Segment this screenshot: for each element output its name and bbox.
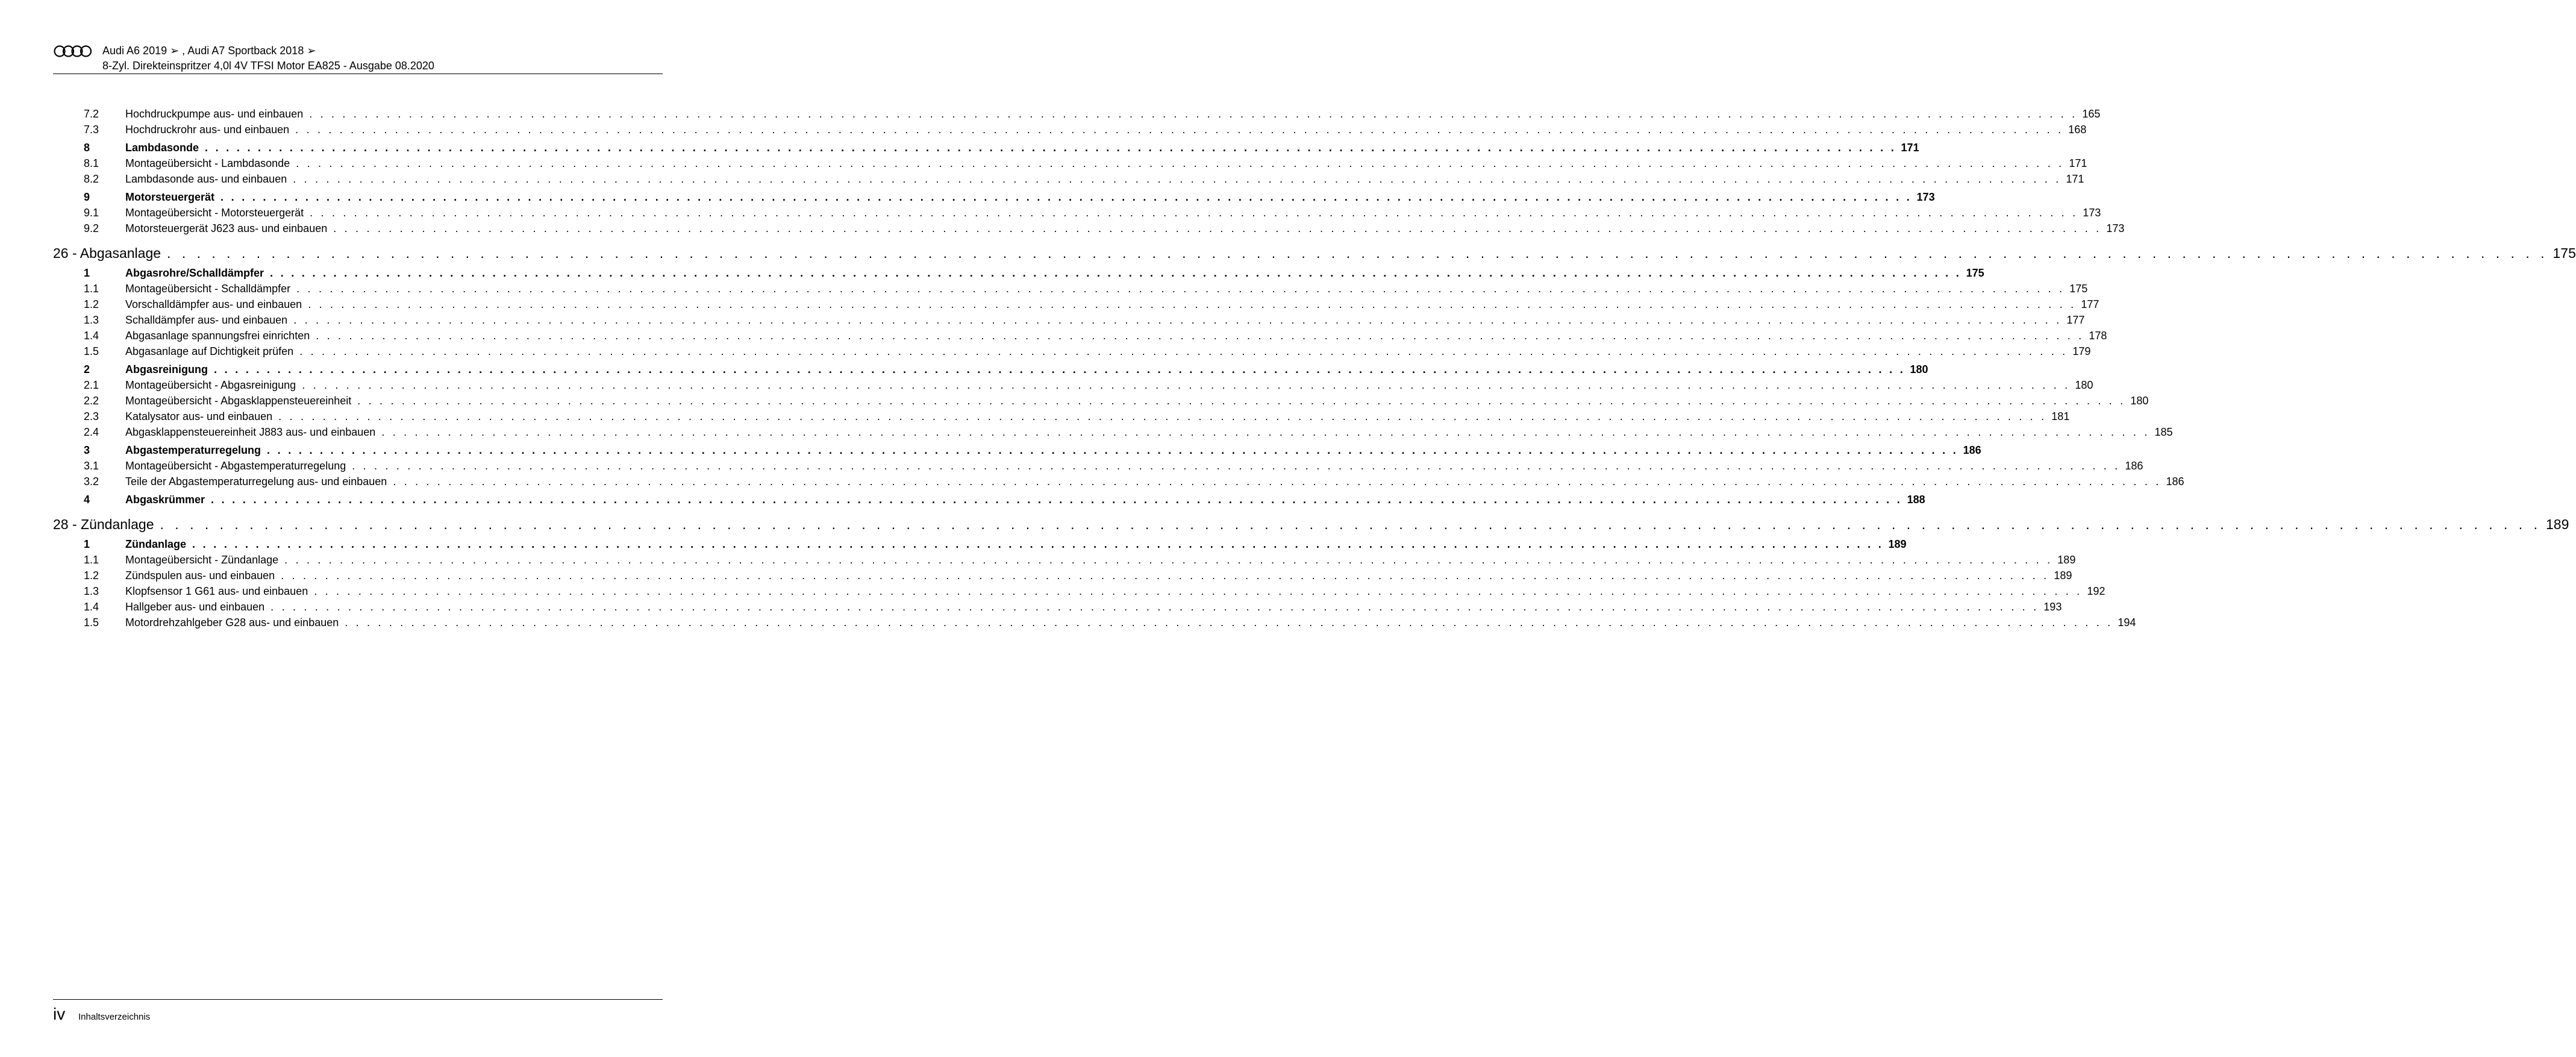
toc-entry-page: 186	[2125, 460, 2143, 472]
toc-dot-leader: . . . . . . . . . . . . . . . . . . . . . . . . . . . . . . . . . . . . . . . . . . . . . . . . . . . . . . . . . . . . . . . . . . . . . . . . . . . . . . . . . . . . . . . . . . . . . . . . . . . . . . . . . . . . . . . . . . . . . . . . . . . . . . . . . . . . . . . . . . . . . . . . . . . . . . . . . . . . . . . .	[267, 444, 1959, 456]
toc-entry-number: 7.2	[84, 108, 99, 120]
toc-entry-title: Montageübersicht - Abgasklappensteuereinheit	[125, 393, 357, 409]
toc-entry-title: Lambdasonde	[125, 137, 205, 158]
toc-dot-leader: . . . . . . . . . . . . . . . . . . . . . . . . . . . . . . . . . . . . . . . . . . . . . . . . . . . . . . . . . . . . . . . . . . . . . . . . . . . . . . . . . . . . . . . . . . . . . . . . . . . . . . . . . . . . . . . . . . . . . . . . . . . . . . . . . . . . . . . . . . . . . . . . . . . . . . . . . . . . . . . .	[278, 410, 2047, 422]
toc-subsection[interactable]	[53, 281, 2088, 296]
toc-section[interactable]	[53, 137, 1919, 155]
toc-dot-leader: . . . . . . . . . . . . . . . . . . . . . . . . . . . . . . . . . . . . . . . . . . . . . . . . . . . . . . . . . . . . . . . . . . . . . . . . . . . . . . . . . . . . . . . . . . . . . . . . . . . . . . . . . . . . . . . . . . . . . . . . . . . . . . . . . . . . . . . . . . . . . . . . . . . . . . . . . . . . . . . .	[296, 157, 2065, 169]
toc-entry-page: 175	[1966, 267, 1984, 279]
toc-dot-leader: . . . . . . . . . . . . . . . . . . . . . . . . . . . . . . . . . . . . . . . . . . . . . . . . . . . . . . . . . . . . . . . . . . . . . . . . . . . . . . . . . . . . . . . . . . . . . . . . . . . . . . . . . . . . . . . . . . . . . . . . . . . . . . . . . . . . . . . . . . . . . . . . . . . . . . . . . . . . . . . .	[393, 475, 2162, 488]
toc-entry-number: 4	[84, 494, 90, 506]
toc-entry-title: Katalysator aus- und einbauen	[125, 409, 278, 424]
toc-entry-number: 7.3	[84, 124, 99, 136]
toc-entry-title: Teile der Abgastemperaturregelung aus- und einbauen	[125, 474, 393, 489]
toc-entry-number: 9.2	[84, 222, 99, 234]
toc-entry-page: 177	[2066, 314, 2085, 326]
toc-dot-leader: . . . . . . . . . . . . . . . . . . . . . . . . . . . . . . . . . . . . . . . . . . . . . . . . . . . . . . . . . . . . . . . . . . . . . . . . . . . . . . . . . . . . . . . . . . . . . . . . . . . . . . . . . . . . . . . . . . . . . . . . . . . . . . . . . . . . . . . . . . . . . . . . . . . . . . . . . . . . . . . .	[352, 460, 2121, 472]
toc-dot-leader: . . . . . . . . . . . . . . . . . . . . . . . . . . . . . . . . . . . . . . . . . . . . . . . . . . . . . . . . . . . . . . . . . . . . . . . . . . . . . . . . . . . . . . . . . . . . . . . . . . . . . . . . . . . . . . . . . . . . . . . . . . . . . . . . . . . . . . . . . . . . . . . . . . . . . . . . . . . . . . . .	[293, 173, 2062, 185]
toc-dot-leader: . . . . . . . . . . . . . . . . . . . . . . . . . . . . . . . . . . . . . . . . . . . . . . . . . . . . . . . . . . . . . . . . . . . . . . . . . . . . . . . . . . . . . . . . . . . . . . . . . . . . . . . . . . . . . . . . . . . . . . . . . . . . . . . . . . . . . . . . . . . . . . . . . . . . . . . . . . . . . . . .	[160, 516, 2541, 532]
toc-entry-number: 2	[84, 363, 90, 375]
toc-dot-leader: . . . . . . . . . . . . . . . . . . . . . . . . . . . . . . . . . . . . . . . . . . . . . . . . . . . . . . . . . . . . . . . . . . . . . . . . . . . . . . . . . . . . . . . . . . . . . . . . . . . . . . . . . . . . . . . . . . . . . . . . . . . . . . . . . . . . . . . . . . . . . . . . . . . . . . . . . . . . . . . .	[281, 569, 2049, 582]
toc-entry-title: Hochdruckrohr aus- und einbauen	[125, 122, 295, 137]
toc-entry-page: 192	[2087, 585, 2106, 597]
toc-entry-title: Schalldämpfer aus- und einbauen	[125, 312, 293, 328]
toc-entry-title: Abgasanlage spannungsfrei einrichten	[125, 328, 316, 343]
footer-page-number: iv	[53, 1005, 66, 1023]
toc-entry-number: 1.5	[84, 616, 99, 629]
toc-entry-page: 171	[2066, 173, 2084, 185]
toc-subsection[interactable]	[53, 583, 2106, 599]
toc-entry-page: 173	[2083, 207, 2101, 219]
toc-entry-title: Montageübersicht - Schalldämpfer	[125, 281, 296, 296]
toc-subsection[interactable]	[53, 171, 2084, 187]
toc-entry-title: Motorsteuergerät J623 aus- und einbauen	[125, 221, 333, 236]
toc-entry-number: 2.4	[84, 426, 99, 438]
toc-entry-title: Zündspulen aus- und einbauen	[125, 568, 281, 583]
toc-entry-title: Zündanlage	[125, 534, 192, 554]
toc-entry-title: Abgasklappensteuereinheit J883 aus- und einbauen	[125, 424, 381, 440]
toc-section[interactable]	[53, 187, 1935, 205]
toc-entry-page: 186	[1963, 444, 1981, 456]
toc-entry-number: 1	[84, 267, 90, 279]
toc-subsection[interactable]	[53, 615, 2136, 630]
toc-dot-leader: . . . . . . . . . . . . . . . . . . . . . . . . . . . . . . . . . . . . . . . . . . . . . . . . . . . . . . . . . . . . . . . . . . . . . . . . . . . . . . . . . . . . . . . . . . . . . . . . . . . . . . . . . . . . . . . . . . . . . . . . . . . . . . . . . . . . . . . . . . . . . . . . . . . . . . . . . . . . . . . .	[333, 222, 2102, 234]
toc-section[interactable]	[53, 534, 1907, 552]
toc-entry-title: Motorsteuergerät	[125, 187, 220, 207]
toc-entry-number: 1.1	[84, 554, 99, 566]
toc-entry-page: 173	[2106, 222, 2125, 234]
toc-entry-page: 193	[2043, 601, 2062, 613]
toc-entry-number: 1.2	[84, 569, 99, 582]
toc-subsection[interactable]	[53, 474, 2184, 489]
toc-entry-title: 26 - Abgasanlage	[53, 236, 167, 270]
toc-entry-page: 180	[2130, 395, 2149, 407]
toc-entry-title: Abgasreinigung	[125, 359, 214, 380]
toc-entry-number: 3.1	[84, 460, 99, 472]
toc-entry-number: 1.5	[84, 345, 99, 357]
toc-entry-page: 180	[1910, 363, 1928, 375]
toc-dot-leader: . . . . . . . . . . . . . . . . . . . . . . . . . . . . . . . . . . . . . . . . . . . . . . . . . . . . . . . . . . . . . . . . . . . . . . . . . . . . . . . . . . . . . . . . . . . . . . . . . . . . . . . . . . . . . . . . . . . . . . . . . . . . . . . . . . . . . . . . . . . . . . . . . . . . . . . . . . . . . . . .	[316, 330, 2084, 342]
toc-entry-page: 175	[2553, 245, 2576, 261]
header-vehicle-line: Audi A6 2019 ➢ , Audi A7 Sportback 2018 ➢	[102, 45, 316, 57]
footer-title: Inhaltsverzeichnis	[78, 1012, 151, 1022]
toc-dot-leader: . . . . . . . . . . . . . . . . . . . . . . . . . . . . . . . . . . . . . . . . . . . . . . . . . . . . . . . . . . . . . . . . . . . . . . . . . . . . . . . . . . . . . . . . . . . . . . . . . . . . . . . . . . . . . . . . . . . . . . . . . . . . . . . . . . . . . . . . . . . . . . . . . . . . . . . . . . . . . . . .	[270, 601, 2039, 613]
toc-entry-title: Montageübersicht - Abgastemperaturregelung	[125, 458, 352, 474]
audi-rings-logo-icon	[53, 45, 93, 58]
toc-dot-leader: . . . . . . . . . . . . . . . . . . . . . . . . . . . . . . . . . . . . . . . . . . . . . . . . . . . . . . . . . . . . . . . . . . . . . . . . . . . . . . . . . . . . . . . . . . . . . . . . . . . . . . . . . . . . . . . . . . . . . . . . . . . . . . . . . . . . . . . . . . . . . . . . . . . . . . . . . . . . . . . .	[357, 395, 2126, 407]
toc-entry-page: 168	[2068, 124, 2087, 136]
toc-entry-page: 177	[2081, 298, 2099, 310]
toc-entry-number: 1.3	[84, 585, 99, 597]
toc-entry-number: 9.1	[84, 207, 99, 219]
toc-chapter[interactable]	[53, 507, 2569, 534]
toc-subsection[interactable]	[53, 106, 2101, 122]
toc-dot-leader: . . . . . . . . . . . . . . . . . . . . . . . . . . . . . . . . . . . . . . . . . . . . . . . . . . . . . . . . . . . . . . . . . . . . . . . . . . . . . . . . . . . . . . . . . . . . . . . . . . . . . . . . . . . . . . . . . . . . . . . . . . . . . . . . . . . . . . . . . . . . . . . . . . . . . . . . . . . . . . . .	[270, 267, 1962, 279]
toc-entry-number: 1.1	[84, 283, 99, 295]
toc-entry-page: 185	[2154, 426, 2173, 438]
toc-chapter[interactable]	[53, 236, 2576, 263]
toc-entry-page: 181	[2051, 410, 2070, 422]
toc-entry-page: 178	[2089, 330, 2107, 342]
toc-entry-title: Lambdasonde aus- und einbauen	[125, 171, 293, 187]
toc-dot-leader: . . . . . . . . . . . . . . . . . . . . . . . . . . . . . . . . . . . . . . . . . . . . . . . . . . . . . . . . . . . . . . . . . . . . . . . . . . . . . . . . . . . . . . . . . . . . . . . . . . . . . . . . . . . . . . . . . . . . . . . . . . . . . . . . . . . . . . . . . . . . . . . . . . . . . . . . . . . . . . . .	[205, 142, 1896, 154]
toc-dot-leader: . . . . . . . . . . . . . . . . . . . . . . . . . . . . . . . . . . . . . . . . . . . . . . . . . . . . . . . . . . . . . . . . . . . . . . . . . . . . . . . . . . . . . . . . . . . . . . . . . . . . . . . . . . . . . . . . . . . . . . . . . . . . . . . . . . . . . . . . . . . . . . . . . . . . . . . . . . . . . . . .	[345, 616, 2113, 629]
toc-entry-page: 171	[1901, 142, 1919, 154]
toc-entry-page: 188	[1907, 494, 1925, 506]
toc-section[interactable]	[53, 489, 1925, 507]
toc-subsection[interactable]	[53, 122, 2087, 137]
toc-entry-number: 8.2	[84, 173, 99, 185]
toc-entry-number: 8	[84, 142, 90, 154]
toc-entry-title: Montageübersicht - Abgasreinigung	[125, 377, 302, 393]
toc-subsection[interactable]	[53, 205, 2101, 221]
toc-entry-title: Montageübersicht - Lambdasonde	[125, 155, 296, 171]
toc-entry-title: Abgasanlage auf Dichtigkeit prüfen	[125, 343, 299, 359]
toc-entry-page: 189	[1888, 538, 1907, 550]
toc-entry-title: Vorschalldämpfer aus- und einbauen	[125, 296, 308, 312]
toc-subsection[interactable]	[53, 552, 2076, 568]
toc-entry-page: 189	[2057, 554, 2076, 566]
toc-section[interactable]	[53, 440, 1981, 458]
toc-subsection[interactable]	[53, 458, 2143, 474]
toc-entry-title: Abgasrohre/Schalldämpfer	[125, 263, 270, 283]
toc-entry-number: 2.1	[84, 379, 99, 391]
toc-entry-title: Motordrehzahlgeber G28 aus- und einbauen	[125, 615, 345, 630]
toc-subsection[interactable]	[53, 599, 2062, 615]
toc-entry-number: 9	[84, 191, 90, 203]
toc-dot-leader: . . . . . . . . . . . . . . . . . . . . . . . . . . . . . . . . . . . . . . . . . . . . . . . . . . . . . . . . . . . . . . . . . . . . . . . . . . . . . . . . . . . . . . . . . . . . . . . . . . . . . . . . . . . . . . . . . . . . . . . . . . . . . . . . . . . . . . . . . . . . . . . . . . . . . . . . . . . . . . . .	[296, 283, 2065, 295]
toc-dot-leader: . . . . . . . . . . . . . . . . . . . . . . . . . . . . . . . . . . . . . . . . . . . . . . . . . . . . . . . . . . . . . . . . . . . . . . . . . . . . . . . . . . . . . . . . . . . . . . . . . . . . . . . . . . . . . . . . . . . . . . . . . . . . . . . . . . . . . . . . . . . . . . . . . . . . . . . . . . . . . . . .	[310, 207, 2078, 219]
toc-subsection[interactable]	[53, 328, 2107, 343]
toc-dot-leader: . . . . . . . . . . . . . . . . . . . . . . . . . . . . . . . . . . . . . . . . . . . . . . . . . . . . . . . . . . . . . . . . . . . . . . . . . . . . . . . . . . . . . . . . . . . . . . . . . . . . . . . . . . . . . . . . . . . . . . . . . . . . . . . . . . . . . . . . . . . . . . . . . . . . . . . . . . . . . . . .	[309, 108, 2078, 120]
toc-dot-leader: . . . . . . . . . . . . . . . . . . . . . . . . . . . . . . . . . . . . . . . . . . . . . . . . . . . . . . . . . . . . . . . . . . . . . . . . . . . . . . . . . . . . . . . . . . . . . . . . . . . . . . . . . . . . . . . . . . . . . . . . . . . . . . . . . . . . . . . . . . . . . . . . . . . . . . . . . . . . . . . .	[284, 554, 2053, 566]
toc-entry-number: 1	[84, 538, 90, 550]
toc-entry-number: 8.1	[84, 157, 99, 169]
toc-entry-page: 173	[1916, 191, 1935, 203]
toc-dot-leader: . . . . . . . . . . . . . . . . . . . . . . . . . . . . . . . . . . . . . . . . . . . . . . . . . . . . . . . . . . . . . . . . . . . . . . . . . . . . . . . . . . . . . . . . . . . . . . . . . . . . . . . . . . . . . . . . . . . . . . . . . . . . . . . . . . . . . . . . . . . . . . . . . . . . . . . . . . . . . . . .	[295, 124, 2064, 136]
toc-entry-number: 1.3	[84, 314, 99, 326]
toc-entry-page: 175	[2069, 283, 2088, 295]
toc-entry-number: 3	[84, 444, 90, 456]
page-footer	[53, 999, 663, 1023]
header-engine-line: 8-Zyl. Direkteinspritzer 4,0l 4V TFSI Motor EA825 - Ausgabe 08.2020	[102, 60, 434, 72]
toc-entry-number: 3.2	[84, 475, 99, 488]
toc-entry-page: 180	[2075, 379, 2093, 391]
toc-dot-leader: . . . . . . . . . . . . . . . . . . . . . . . . . . . . . . . . . . . . . . . . . . . . . . . . . . . . . . . . . . . . . . . . . . . . . . . . . . . . . . . . . . . . . . . . . . . . . . . . . . . . . . . . . . . . . . . . . . . . . . . . . . . . . . . . . . . . . . . . . . . . . . . . . . . . . . . . . . . . . . . .	[167, 245, 2548, 261]
toc-subsection[interactable]	[53, 377, 2093, 393]
toc-dot-leader: . . . . . . . . . . . . . . . . . . . . . . . . . . . . . . . . . . . . . . . . . . . . . . . . . . . . . . . . . . . . . . . . . . . . . . . . . . . . . . . . . . . . . . . . . . . . . . . . . . . . . . . . . . . . . . . . . . . . . . . . . . . . . . . . . . . . . . . . . . . . . . . . . . . . . . . . . . . . . . . .	[214, 363, 1905, 375]
toc-dot-leader: . . . . . . . . . . . . . . . . . . . . . . . . . . . . . . . . . . . . . . . . . . . . . . . . . . . . . . . . . . . . . . . . . . . . . . . . . . . . . . . . . . . . . . . . . . . . . . . . . . . . . . . . . . . . . . . . . . . . . . . . . . . . . . . . . . . . . . . . . . . . . . . . . . . . . . . . . . . . . . . .	[293, 314, 2062, 326]
toc-dot-leader: . . . . . . . . . . . . . . . . . . . . . . . . . . . . . . . . . . . . . . . . . . . . . . . . . . . . . . . . . . . . . . . . . . . . . . . . . . . . . . . . . . . . . . . . . . . . . . . . . . . . . . . . . . . . . . . . . . . . . . . . . . . . . . . . . . . . . . . . . . . . . . . . . . . . . . . . . . . . . . . .	[314, 585, 2083, 597]
toc-subsection[interactable]	[53, 393, 2149, 409]
toc-entry-page: 189	[2054, 569, 2072, 582]
toc-subsection[interactable]	[53, 296, 2099, 312]
toc-dot-leader: . . . . . . . . . . . . . . . . . . . . . . . . . . . . . . . . . . . . . . . . . . . . . . . . . . . . . . . . . . . . . . . . . . . . . . . . . . . . . . . . . . . . . . . . . . . . . . . . . . . . . . . . . . . . . . . . . . . . . . . . . . . . . . . . . . . . . . . . . . . . . . . . . . . . . . . . . . . . . . . .	[308, 298, 2077, 310]
toc-subsection[interactable]	[53, 312, 2085, 328]
toc-entry-page: 165	[2082, 108, 2101, 120]
toc-dot-leader: . . . . . . . . . . . . . . . . . . . . . . . . . . . . . . . . . . . . . . . . . . . . . . . . . . . . . . . . . . . . . . . . . . . . . . . . . . . . . . . . . . . . . . . . . . . . . . . . . . . . . . . . . . . . . . . . . . . . . . . . . . . . . . . . . . . . . . . . . . . . . . . . . . . . . . . . . . . . . . . .	[299, 345, 2068, 357]
toc-dot-leader: . . . . . . . . . . . . . . . . . . . . . . . . . . . . . . . . . . . . . . . . . . . . . . . . . . . . . . . . . . . . . . . . . . . . . . . . . . . . . . . . . . . . . . . . . . . . . . . . . . . . . . . . . . . . . . . . . . . . . . . . . . . . . . . . . . . . . . . . . . . . . . . . . . . . . . . . . . . . . . . .	[192, 538, 1884, 550]
table-of-contents	[53, 106, 2576, 630]
toc-entry-number: 1.2	[84, 298, 99, 310]
toc-subsection[interactable]	[53, 155, 2087, 171]
toc-entry-number: 2.2	[84, 395, 99, 407]
toc-section[interactable]	[53, 263, 1984, 281]
toc-subsection[interactable]	[53, 424, 2173, 440]
toc-entry-number: 2.3	[84, 410, 99, 422]
toc-entry-title: Montageübersicht - Motorsteuergerät	[125, 205, 310, 221]
toc-entry-title: Hallgeber aus- und einbauen	[125, 599, 270, 615]
toc-dot-leader: . . . . . . . . . . . . . . . . . . . . . . . . . . . . . . . . . . . . . . . . . . . . . . . . . . . . . . . . . . . . . . . . . . . . . . . . . . . . . . . . . . . . . . . . . . . . . . . . . . . . . . . . . . . . . . . . . . . . . . . . . . . . . . . . . . . . . . . . . . . . . . . . . . . . . . . . . . . . . . . .	[220, 191, 1912, 203]
toc-entry-title: 28 - Zündanlage	[53, 507, 160, 541]
toc-dot-leader: . . . . . . . . . . . . . . . . . . . . . . . . . . . . . . . . . . . . . . . . . . . . . . . . . . . . . . . . . . . . . . . . . . . . . . . . . . . . . . . . . . . . . . . . . . . . . . . . . . . . . . . . . . . . . . . . . . . . . . . . . . . . . . . . . . . . . . . . . . . . . . . . . . . . . . . . . . . . . . . .	[211, 494, 1902, 506]
toc-entry-title: Hochdruckpumpe aus- und einbauen	[125, 106, 309, 122]
toc-entry-title: Abgaskrümmer	[125, 489, 211, 510]
toc-dot-leader: . . . . . . . . . . . . . . . . . . . . . . . . . . . . . . . . . . . . . . . . . . . . . . . . . . . . . . . . . . . . . . . . . . . . . . . . . . . . . . . . . . . . . . . . . . . . . . . . . . . . . . . . . . . . . . . . . . . . . . . . . . . . . . . . . . . . . . . . . . . . . . . . . . . . . . . . . . . . . . . .	[302, 379, 2071, 391]
toc-entry-page: 189	[2545, 516, 2569, 532]
toc-subsection[interactable]	[53, 343, 2091, 359]
toc-subsection[interactable]	[53, 409, 2070, 424]
toc-subsection[interactable]	[53, 221, 2125, 236]
toc-entry-number: 1.4	[84, 601, 99, 613]
toc-entry-page: 179	[2072, 345, 2091, 357]
toc-subsection[interactable]	[53, 568, 2072, 583]
toc-entry-title: Montageübersicht - Zündanlage	[125, 552, 284, 568]
toc-entry-page: 171	[2069, 157, 2087, 169]
toc-entry-title: Abgastemperaturregelung	[125, 440, 267, 460]
toc-entry-page: 194	[2118, 616, 2136, 629]
toc-entry-page: 186	[2166, 475, 2184, 488]
toc-dot-leader: . . . . . . . . . . . . . . . . . . . . . . . . . . . . . . . . . . . . . . . . . . . . . . . . . . . . . . . . . . . . . . . . . . . . . . . . . . . . . . . . . . . . . . . . . . . . . . . . . . . . . . . . . . . . . . . . . . . . . . . . . . . . . . . . . . . . . . . . . . . . . . . . . . . . . . . . . . . . . . . .	[381, 426, 2150, 438]
toc-section[interactable]	[53, 359, 1928, 377]
toc-entry-number: 1.4	[84, 330, 99, 342]
toc-entry-title: Klopfsensor 1 G61 aus- und einbauen	[125, 583, 314, 599]
page-header	[53, 42, 663, 74]
